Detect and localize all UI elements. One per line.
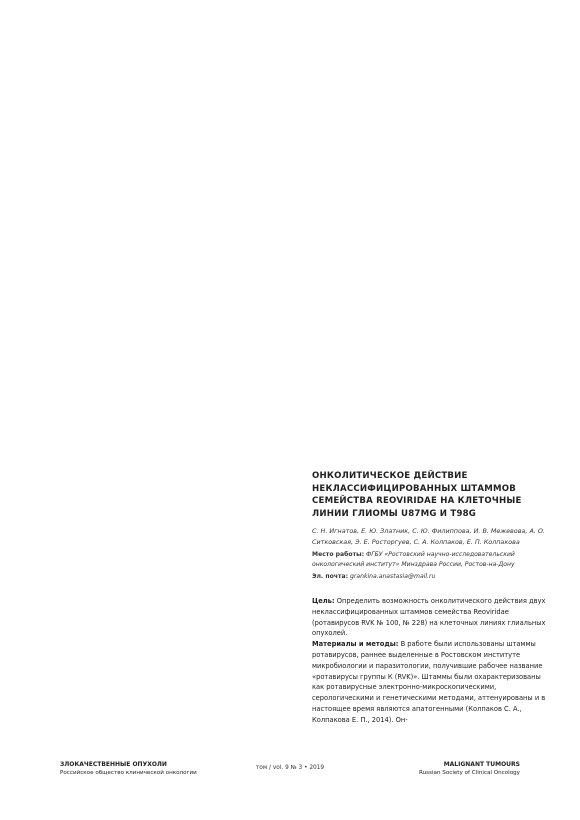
aim-label: Цель: [312,597,335,605]
article-title: ОНКОЛИТИЧЕСКОЕ ДЕЙСТВИЕ НЕКЛАССИФИЦИРОВАННЫХ ШТАММОВ СЕМЕЙСТВА REOVIRIDAE НА КЛЕТОЧНЫЕ ЛИНИИ ГЛИОМЫ U87MG И T98G [312,471,522,519]
methods-text: В работе были использованы штаммы ротавирусов, раннее выделенные в Ростовском институте микробиологии и паразитологии, получившие рабочее название «ротавирусы группы К (RVK)». Штаммы были охарактеризованы как ротавирусные электронно-микроскопическими, серологическими и генетическими методами, аттенуированы и в настоящее время являются апатогенными (Колпаков С. А., Колпакова Е. П., 2014). Он- [312,640,546,724]
journal-title-ru: ЗЛОКАЧЕСТВЕННЫЕ ОПУХОЛИ [60,761,167,768]
footer-right [419,760,520,778]
email-label: Эл. почта: [312,573,349,580]
email [312,572,548,582]
methods-label: Материалы и методы: [312,640,399,649]
issue-info: том / vol. 9 № 3 • 2019 [255,765,325,771]
workplace [312,550,548,570]
email-link[interactable]: grankina.anastasia@mail.ru [349,573,436,580]
journal-title-en: MALIGNANT TUMOURS [443,761,520,768]
methods-paragraph [312,639,548,725]
workplace-value: ФГБУ «Ростовский научно-исследовательский онкологический институт» Минздрава России, Ростов-на-Дону [312,551,515,568]
workplace-label: Место работы: [312,551,365,558]
page-footer [0,760,580,790]
society-en: Russian Society of Clinical Oncology [418,770,520,776]
authors-list: С. Н. Игнатов, Е. Ю. Златник, С. Ю. Филиппова, И. В. Межевова, А. О. Ситковская, Э. Е. Росторгуев, С. А. Колпаков, Е. П. Колпакова [312,527,545,546]
abstract-block [312,470,548,726]
abstract-body [312,596,548,726]
society-ru: Российское общество клинической онкологии [60,770,197,776]
aim-paragraph [312,596,548,639]
aim-text: Определить возможность онколитического действия двух неклассифицированных штаммов семейства Reoviridae (ротавирусов RVK № 100, № 228) на клеточных линиях глиальных опухолей. [312,597,546,638]
